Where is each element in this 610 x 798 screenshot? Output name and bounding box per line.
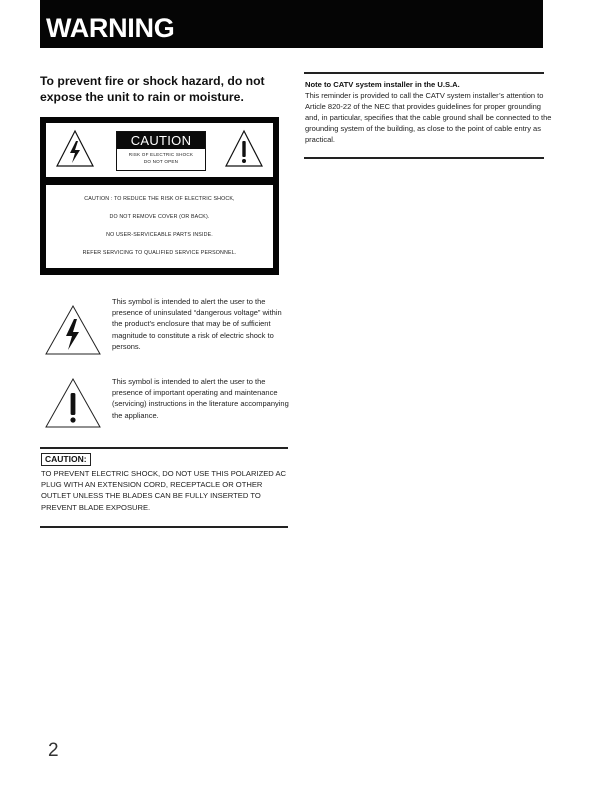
catv-note-bottom-rule [304,157,544,159]
caution-label-sub-1: RISK OF ELECTRIC SHOCK [128,152,194,157]
catv-note-top-rule [304,72,544,74]
lightning-symbol-description: This symbol is intended to alert the user to the presence of uninsulated “dangerous voltage” within the product’s enclosure that may be of sufficient magnitude to constitute a risk of electric shock to persons. [112,297,282,351]
caution-label-frame [40,117,279,275]
caution-instructions-panel [46,185,273,268]
caution-instruction-1: CAUTION : TO REDUCE THE RISK OF ELECTRIC SHOCK, [84,196,235,202]
hazard-warning-line-1: To prevent fire or shock hazard, do not [40,74,265,88]
exclamation-triangle-icon [224,129,264,169]
warning-header-band [40,0,543,48]
caution-instruction-2: DO NOT REMOVE COVER (OR BACK). [109,214,210,220]
caution-notice-bottom-rule [40,526,288,528]
lightning-triangle-icon [44,304,102,356]
exclamation-triangle-icon [44,377,102,429]
page-number: 2 [48,740,59,761]
hazard-warning [40,73,280,105]
caution-label-heading: CAUTION [117,132,205,149]
caution-label-sub-2: DO NOT OPEN [143,159,179,164]
caution-notice-text: TO PREVENT ELECTRIC SHOCK, DO NOT USE THIS POLARIZED AC PLUG WITH AN EXTENSION CORD, RECEPTACLE OR OTHER OUTLET UNLESS THE BLADES CAN BE FULLY INSERTED TO PREVENT BLADE EXPOSURE. [41,469,287,512]
caution-notice-tag: CAUTION: [41,453,91,466]
lightning-triangle-icon [55,129,95,169]
page-title: WARNING [46,13,175,43]
exclamation-symbol-description: This symbol is intended to alert the user to the presence of important operating and maintenance (servicing) instructions in the literature accompanying the appliance. [112,377,289,420]
caution-instruction-4: REFER SERVICING TO QUALIFIED SERVICE PERSONNEL. [82,250,237,256]
caution-instruction-3: NO USER-SERVICEABLE PARTS INSIDE. [106,232,213,238]
caution-label-top-panel [46,123,273,177]
hazard-warning-line-2: expose the unit to rain or moisture. [40,90,244,104]
catv-note-body: This reminder is provided to call the CATV system installer’s attention to Article 820-22 of the NEC that provides guidelines for proper grounding and, in particular, specifies that the cable ground shall be connected to the grounding system of the building, as close to the point of cable entry as practical. [305,91,552,145]
catv-note-title: Note to CATV system installer in the U.S.A. [305,80,460,89]
caution-label-box [116,131,206,171]
caution-notice-top-rule [40,447,288,449]
